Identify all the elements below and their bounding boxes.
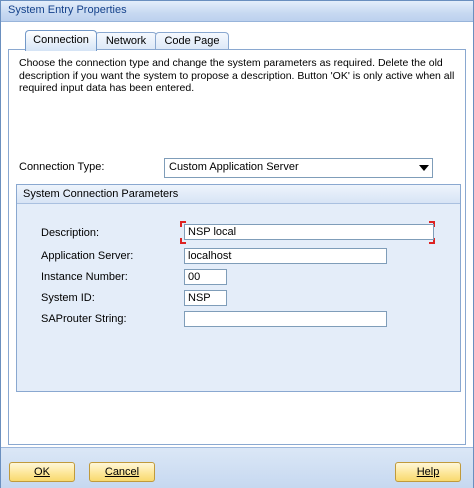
saprouter-string-label: SAProuter String:: [41, 313, 127, 325]
saprouter-string-input[interactable]: [184, 311, 387, 327]
application-server-input[interactable]: [184, 248, 387, 264]
tab-panel-connection: [8, 49, 466, 445]
description-label: Description:: [41, 227, 100, 239]
cancel-button[interactable]: Cancel: [89, 462, 155, 482]
intro-text: Choose the connection type and change the system parameters as required. Delete the old description if you want the system to propose a description. Button 'OK' is only active when all required input data has been entered.: [19, 57, 455, 94]
group-header: [17, 185, 460, 204]
description-input[interactable]: [184, 224, 434, 240]
help-button[interactable]: Help: [395, 462, 461, 482]
instance-number-input[interactable]: [184, 269, 227, 285]
chevron-down-icon[interactable]: [419, 165, 429, 171]
button-bar: [1, 447, 473, 488]
ok-button[interactable]: OK: [9, 462, 75, 482]
system-id-input[interactable]: [184, 290, 227, 306]
connection-type-value: Custom Application Server: [169, 161, 299, 173]
system-id-label: System ID:: [41, 292, 95, 304]
tab-connection[interactable]: Connection: [25, 30, 97, 51]
system-connection-parameters-group: [16, 184, 461, 392]
connection-type-label: Connection Type:: [19, 161, 105, 173]
dialog-content: [1, 22, 473, 447]
connection-type-select[interactable]: [164, 158, 433, 178]
title-bar[interactable]: [1, 1, 473, 22]
tab-code-page[interactable]: Code Page: [155, 32, 229, 50]
tab-network[interactable]: Network: [95, 32, 157, 50]
group-title: System Connection Parameters: [23, 188, 179, 200]
window-title: System Entry Properties: [8, 4, 127, 16]
instance-number-label: Instance Number:: [41, 271, 128, 283]
application-server-label: Application Server:: [41, 250, 134, 262]
